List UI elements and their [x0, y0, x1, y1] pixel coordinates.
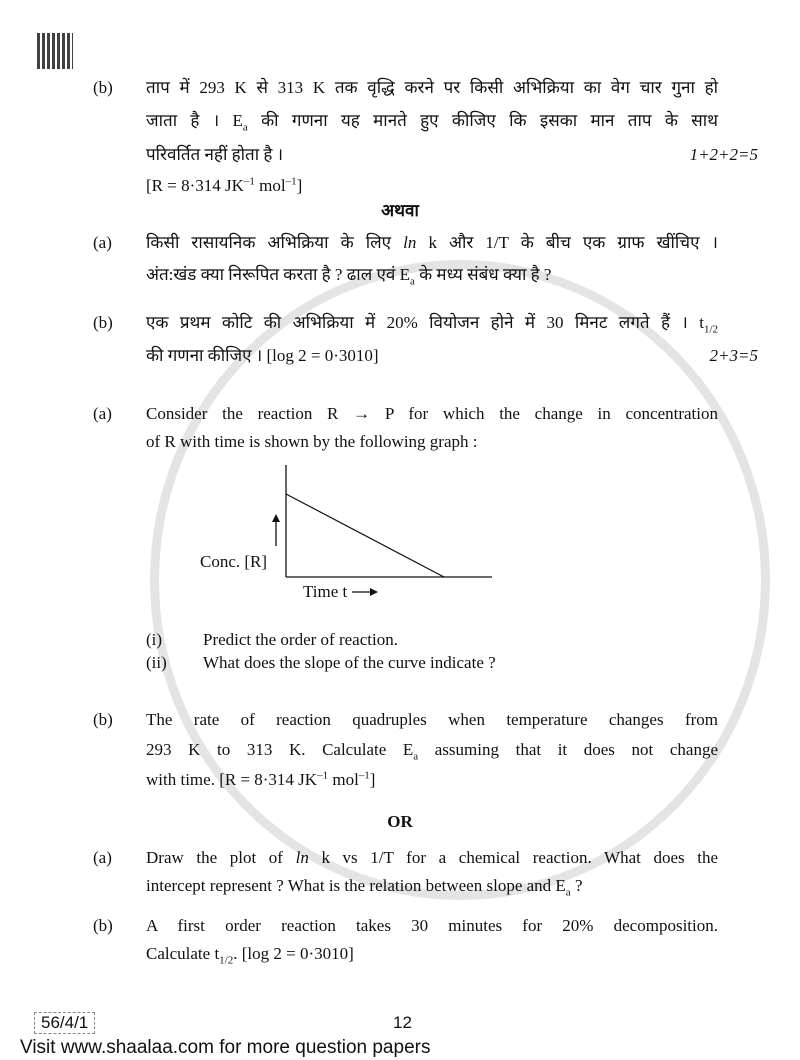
text-line: अंत:खंड क्या निरूपित करता है ? ढाल एवं $E_a$ के मध्य संबंध क्या है ? — [146, 265, 552, 288]
paper-code: 56/4/1 — [34, 1012, 95, 1034]
q-label: (a) — [93, 404, 112, 423]
sub-label: (ii) — [146, 653, 167, 672]
text-line: की गणना कीजिए । [log 2 = 0·3010] — [146, 346, 379, 365]
text-line: परिवर्तित नहीं होता है । — [146, 145, 284, 164]
text-line: intercept represent ? What is the relation between slope and $E_a$ ? — [146, 876, 583, 899]
text-line: एक प्रथम कोटि की अभिक्रिया में 20% वियोजन होने में 30 मिनट लगते हैं । $t_{1/2}$ — [146, 313, 718, 336]
y-axis-label: Conc. [R] — [200, 552, 268, 571]
q-label: (b) — [93, 710, 113, 729]
text-line: Draw the plot of ln k vs 1/T for a chemical reaction. What does the — [146, 848, 718, 867]
q-label: (b) — [93, 78, 113, 97]
text-line: ताप में 293 K से 313 K तक वृद्धि करने पर किसी अभिक्रिया का वेग चार गुना हो — [146, 78, 718, 97]
text-line: of R with time is shown by the following graph : — [146, 432, 478, 451]
marks: 2+3=5 — [709, 346, 758, 365]
text-line: Calculate $t_{1/2}$. [log 2 = 0·3010] — [146, 944, 354, 967]
text-line: with time. [R = 8·314 $JK^{-1}$ mol$^{-1}$] — [146, 769, 376, 789]
or-heading: OR — [387, 812, 413, 831]
marks: 1+2+2=5 — [689, 145, 758, 164]
constant: [R = 8·314 $JK^{-1}$ mol$^{-1}$] — [146, 175, 303, 195]
text-line: A first order reaction takes 30 minutes for 20% decomposition. — [146, 916, 718, 935]
page-number: 12 — [393, 1013, 412, 1032]
or-heading: अथवा — [381, 201, 419, 220]
right-arrow-icon — [352, 588, 378, 596]
text-line: Consider the reaction R → P for which the change in concentration — [146, 404, 718, 423]
q-label: (a) — [93, 848, 112, 867]
sub-label: (i) — [146, 630, 163, 649]
q-label: (a) — [93, 233, 112, 252]
q-label: (b) — [93, 313, 113, 332]
text-line: 293 K to 313 K. Calculate $E_a$ assuming that it does not change — [146, 740, 718, 763]
q-label: (b) — [93, 916, 113, 935]
sub-text: Predict the order of reaction. — [203, 630, 398, 649]
text-line: जाता है । $E_a$ की गणना यह मानते हुए कीजिए कि इसका मान ताप के साथ — [146, 111, 718, 134]
up-arrow-icon — [272, 514, 280, 546]
visit-link[interactable]: Visit www.shaalaa.com for more question papers — [20, 1037, 431, 1058]
text-line: किसी रासायनिक अभिक्रिया के लिए ln k और 1/T के बीच एक ग्राफ खींचिए । — [146, 233, 719, 252]
conc-line — [286, 494, 444, 577]
x-axis-label: Time t — [303, 582, 348, 601]
text-line: The rate of reaction quadruples when temperature changes from — [146, 710, 718, 729]
sub-text: What does the slope of the curve indicate ? — [203, 653, 496, 672]
